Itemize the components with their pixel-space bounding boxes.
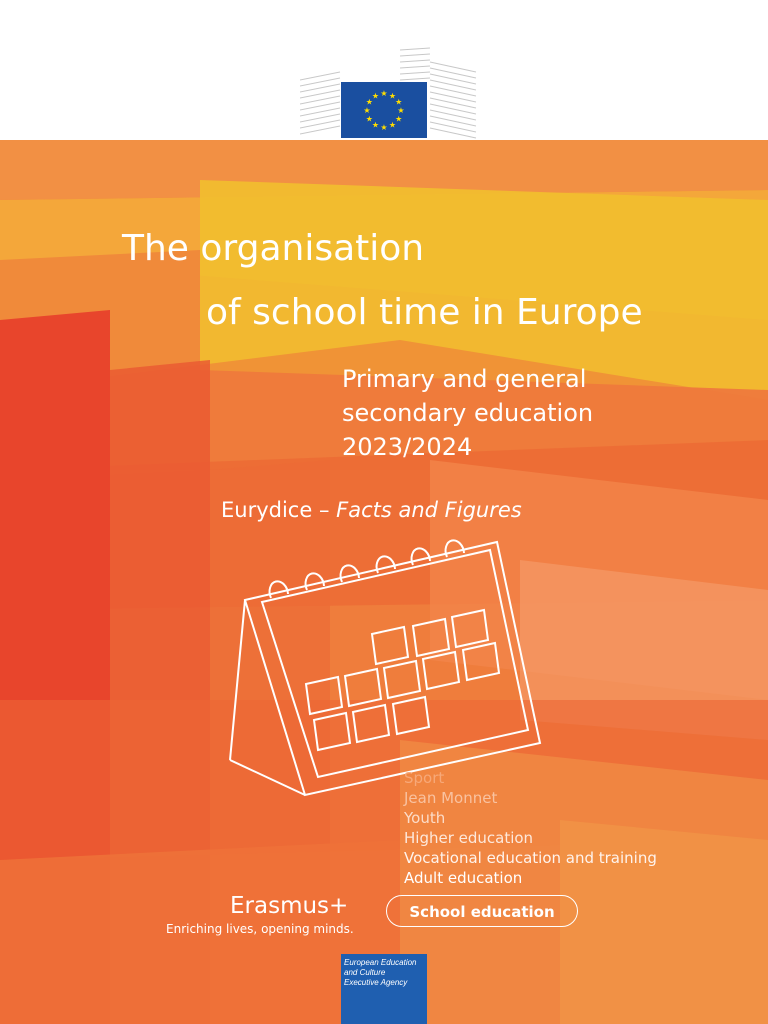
header bbox=[0, 0, 768, 140]
eu-flag-icon bbox=[341, 82, 427, 138]
series-separator: – bbox=[312, 498, 337, 522]
series-subtitle: Facts and Figures bbox=[336, 498, 522, 522]
eu-star-icon: ★ bbox=[363, 106, 371, 115]
calendar-day-icon bbox=[452, 610, 488, 647]
eu-star-icon: ★ bbox=[365, 114, 373, 124]
eu-star-icon: ★ bbox=[397, 106, 405, 115]
subtitle bbox=[342, 362, 593, 464]
desk-calendar-icon bbox=[0, 140, 768, 1024]
programme-item-sport: Sport bbox=[404, 769, 445, 787]
eu-star-icon: ★ bbox=[365, 97, 373, 107]
eacea-logo bbox=[341, 954, 427, 1024]
subtitle-line1: Primary and general bbox=[342, 365, 587, 393]
calendar-day-icon bbox=[423, 652, 459, 689]
calendar-day-icon bbox=[393, 697, 429, 734]
subtitle-line3: 2023/2024 bbox=[342, 433, 473, 461]
eu-star-icon: ★ bbox=[371, 91, 380, 101]
calendar-day-icon bbox=[463, 643, 499, 680]
calendar-day-icon bbox=[372, 627, 408, 664]
calendar-day-icon bbox=[413, 619, 449, 656]
erasmus-tagline: Enriching lives, opening minds. bbox=[166, 922, 354, 936]
programme-item-higher-education: Higher education bbox=[404, 829, 534, 847]
series-label bbox=[221, 498, 522, 522]
title-line2: of school time in Europe bbox=[206, 292, 643, 333]
title-line1: The organisation bbox=[122, 228, 425, 269]
eu-star-icon: ★ bbox=[388, 91, 397, 101]
programme-item-vocational-education: Vocational education and training bbox=[404, 849, 657, 867]
cover-background bbox=[0, 140, 768, 1024]
eu-star-icon: ★ bbox=[395, 97, 403, 107]
eu-star-icon: ★ bbox=[380, 123, 388, 132]
series-name: Eurydice bbox=[221, 498, 313, 522]
eu-star-icon: ★ bbox=[380, 89, 388, 98]
programme-item-jean-monnet: Jean Monnet bbox=[404, 789, 498, 807]
erasmus-logo: Erasmus+ bbox=[230, 893, 349, 919]
eu-star-icon: ★ bbox=[395, 114, 403, 124]
agency-name bbox=[344, 958, 417, 988]
agency-name-line2: and Culture bbox=[344, 968, 386, 977]
agency-name-line3: Executive Agency bbox=[344, 978, 408, 987]
calendar-day-icon bbox=[345, 669, 381, 706]
agency-name-line1: European Education bbox=[344, 958, 417, 967]
programme-badge-school-education: School education bbox=[386, 895, 578, 927]
eu-star-icon: ★ bbox=[388, 120, 397, 130]
calendar-day-icon bbox=[314, 713, 350, 750]
programme-item-youth: Youth bbox=[404, 809, 446, 827]
eu-star-icon: ★ bbox=[371, 120, 380, 130]
subtitle-line2: secondary education bbox=[342, 399, 594, 427]
calendar-day-icon bbox=[306, 677, 342, 714]
programme-list bbox=[404, 768, 657, 888]
calendar-day-icon bbox=[353, 705, 389, 742]
programme-item-adult-education: Adult education bbox=[404, 869, 523, 887]
calendar-day-icon bbox=[384, 661, 420, 698]
